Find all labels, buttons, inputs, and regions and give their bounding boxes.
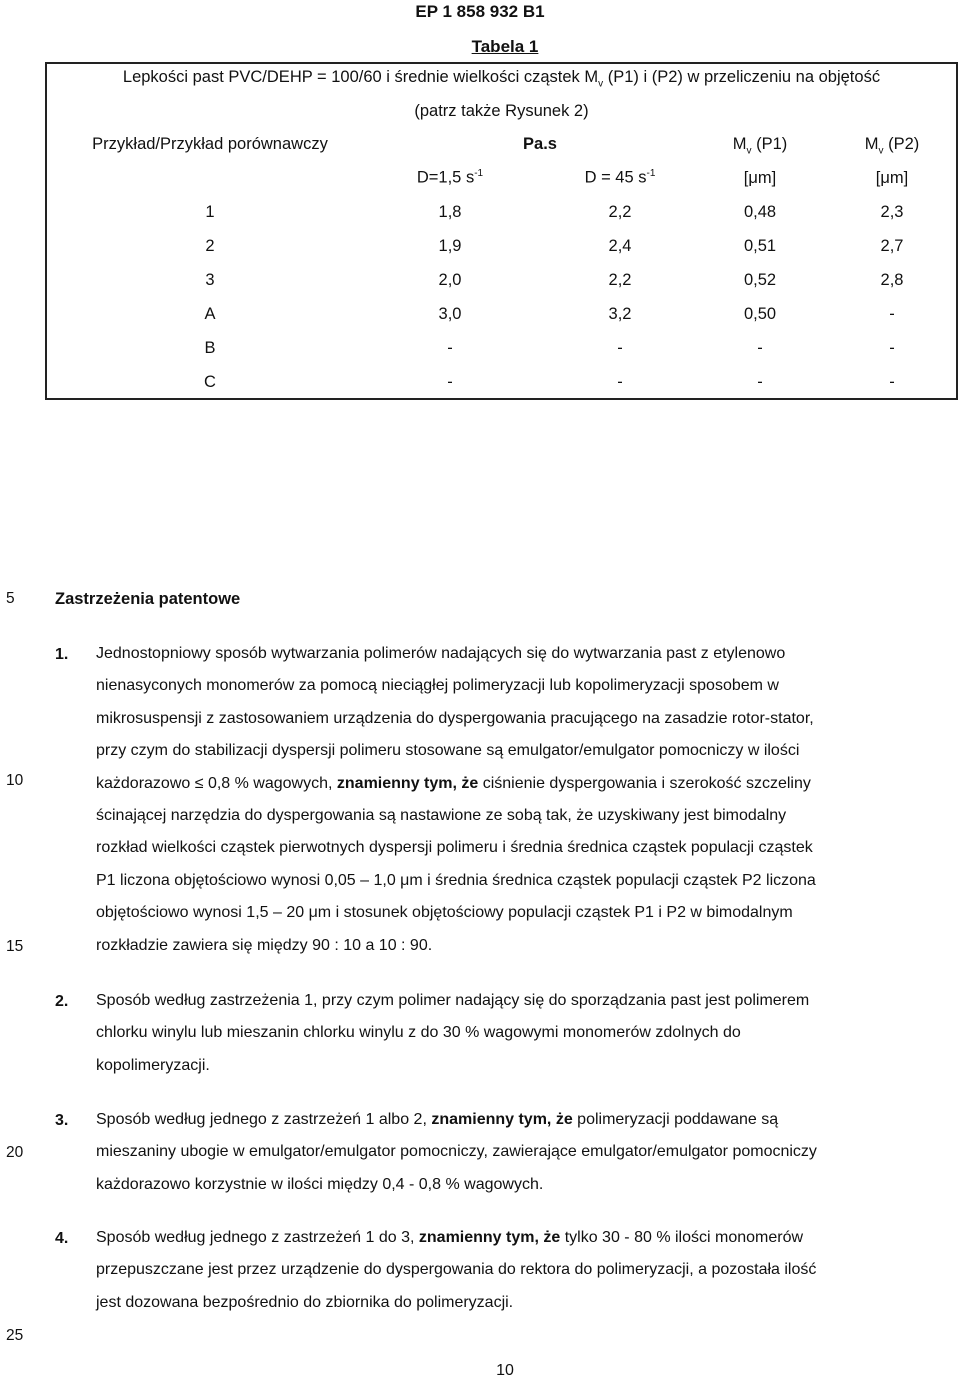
claim-2-number: 2. [55,993,69,1010]
col-header-mv-p1: $M_v$ (P1) [732,135,788,157]
table-cell: 1,8 [438,203,462,221]
claim-4-text: Sposób według jednego z zastrzeżeń 1 do 3, znamienny tym, że tylko 30 - 80 % ilości monomerów przepuszczane jest przez urządzenie do dyspergowania do rektora do polimeryzacji, a pozostała ilość jest dozowana bezpośrednio do zbiornika do polimeryzacji. [96,1229,817,1311]
table-cell: 0,48 [743,203,777,221]
table-caption-line1: Lepkości past PVC/DEHP = 100/60 i średnie wielkości cząstek $M_v$ (P1) i (P2) w przeliczeniu na objętość [122,68,881,90]
col-header-viscosity: Pa.s [523,135,557,153]
claim-4-number: 4. [55,1230,69,1247]
table-caption-line2: (patrz także Rysunek 2) [414,102,589,120]
table-cell: 2,8 [880,271,904,289]
table-cell: - [889,339,895,357]
subheader-d1: D=1,5 $s^{-1}$ [416,168,484,187]
table-cell: - [757,373,763,391]
table-row-label: C [204,373,216,391]
table-cell: 2,4 [608,237,632,255]
table-row-label: 2 [205,237,215,255]
table-cell: 3,0 [438,305,462,323]
table-row-label: A [204,305,216,323]
line-number: 10 [6,772,24,789]
table-cell: - [757,339,763,357]
table-cell: 2,2 [608,203,632,221]
claim-1-text: Jednostopniowy sposób wytwarzania polimerów nadających się do wytwarzania past z etylenowo nienasyconych monomerów za pomocą nieciągłej polimeryzacji lub kopolimeryzacji sposobem w mikrosuspensji z zastosowaniem urządzenia do dyspergowania pracującego na zasadzie rotor-stator, przy czym do stabilizacji dyspersji polimeru stosowane są emulgator/emulgator pomocniczy w ilości każdorazowo ≤ 0,8 % wagowych, znamienny tym, że ciśnienie dyspergowania i szerokość szczeliny ścinającej narzędzia do dyspergowania są nastawione ze sobą tak, że uzyskiwany jest bimodalny rozkład wielkości cząstek pierwotnych dyspersji polimeru i średnia średnica cząstek populacji cząstek P1 liczona objętościowo wynosi 0,05 – 1,0 μm i średnia średnica cząstek populacji cząstek P2 liczona objętościowo wynosi 1,5 – 20 μm i stosunek objętościowy populacji cząstek P1 i P2 w bimodalnym rozkładzie zawiera się między 90 : 10 a 10 : 90. [96,645,816,954]
col-header-mv-p2: $M_v$ (P2) [864,135,920,157]
table-cell: 0,52 [743,271,777,289]
claim-2-text: Sposób według zastrzeżenia 1, przy czym polimer nadający się do sporządzania past jest polimerem chlorku winylu lub mieszanin chlorku winylu z do 30 % wagowymi monomerów zdolnych do kopolimeryzacji. [96,992,810,1074]
table-row-label: 1 [205,203,215,221]
table-cell: 3,2 [608,305,632,323]
table-cell: 2,0 [438,271,462,289]
table-cell: 0,51 [743,237,777,255]
patent-number: EP 1 858 932 B1 [415,2,545,21]
table-cell: - [889,305,895,323]
table-row-label: B [204,339,216,357]
line-number: 5 [6,590,15,607]
table-cell: 2,2 [608,271,632,289]
table-cell: - [617,373,623,391]
table-cell: - [447,339,453,357]
subheader-unit-p1: [μm] [743,169,777,187]
table-cell: - [617,339,623,357]
table-cell: 0,50 [743,305,777,323]
claim-3-number: 3. [55,1112,69,1129]
table-title: Tabela 1 [471,37,539,56]
claim-3-text: Sposób według jednego z zastrzeżeń 1 albo 2, znamienny tym, że polimeryzacji poddawane są mieszaniny ubogie w emulgator/emulgator pomocniczy, zawierające emulgator/emulgator pomocniczy każdorazowo korzystnie w ilości między 0,4 - 0,8 % wagowych. [96,1111,817,1193]
subheader-d2: D = 45 $s^{-1}$ [584,168,656,187]
table-cell: 2,7 [880,237,904,255]
claims-heading: Zastrzeżenia patentowe [55,590,241,608]
claim-1-number: 1. [55,646,69,663]
line-number: 20 [6,1144,24,1161]
line-number: 25 [6,1327,24,1344]
page-number: 10 [496,1362,514,1379]
col-header-example: Przykład/Przykład porównawczy [92,135,328,153]
table-cell: 1,9 [438,237,462,255]
subheader-unit-p2: [μm] [875,169,909,187]
line-number: 15 [6,938,24,955]
table-cell: - [447,373,453,391]
table-cell: - [889,373,895,391]
table-cell: 2,3 [880,203,904,221]
table-row-label: 3 [205,271,215,289]
